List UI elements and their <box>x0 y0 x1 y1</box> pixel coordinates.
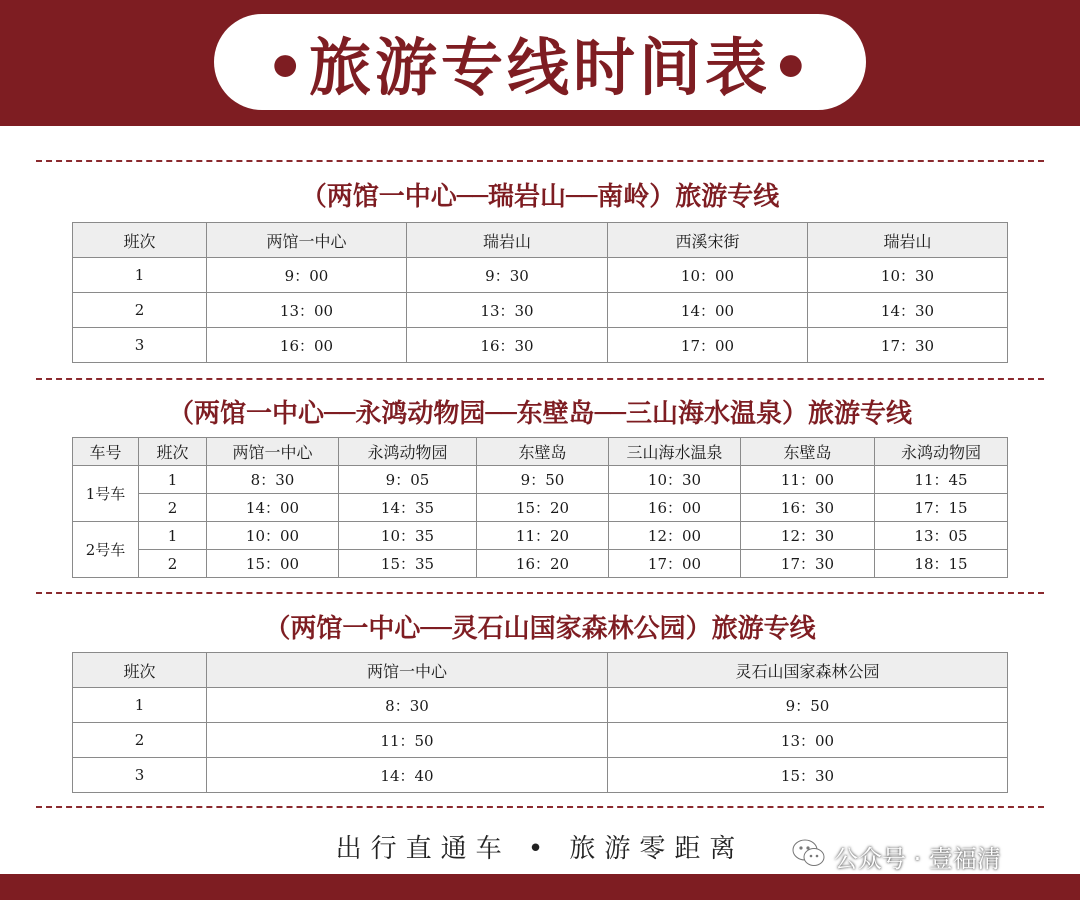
time-cell: 17：30 <box>741 550 875 578</box>
time-cell: 8：30 <box>207 466 339 494</box>
time-cell: 11：20 <box>477 522 609 550</box>
time-cell: 14：00 <box>207 494 339 522</box>
divider <box>36 592 1044 594</box>
time-cell: 16：00 <box>207 328 407 363</box>
time-cell: 8：30 <box>207 688 608 723</box>
header-cell: 瑞岩山 <box>407 223 608 258</box>
schedule-table-3 <box>72 652 1008 793</box>
table-row <box>73 466 1008 494</box>
table-row <box>73 723 1008 758</box>
time-cell: 16：20 <box>477 550 609 578</box>
section-title-1: （两馆一中心──瑞岩山──南岭）旅游专线 <box>300 182 780 212</box>
time-cell: 17：30 <box>808 328 1008 363</box>
trip-number: 2 <box>73 293 207 328</box>
footer-slogan: 出行直通车 • 旅游零距离 <box>335 834 745 864</box>
trip-number: 3 <box>73 758 207 793</box>
trip-number: 2 <box>139 494 207 522</box>
time-cell: 9：00 <box>207 258 407 293</box>
time-cell: 13：00 <box>608 723 1008 758</box>
table-row <box>73 293 1008 328</box>
time-cell: 16：30 <box>407 328 608 363</box>
time-cell: 18：15 <box>875 550 1008 578</box>
trip-number: 2 <box>139 550 207 578</box>
divider <box>36 806 1044 808</box>
table-row <box>73 522 1008 550</box>
time-cell: 15：20 <box>477 494 609 522</box>
time-cell: 14：30 <box>808 293 1008 328</box>
header-cell: 西溪宋街 <box>608 223 808 258</box>
time-cell: 13：05 <box>875 522 1008 550</box>
table-row <box>73 258 1008 293</box>
trip-number: 3 <box>73 328 207 363</box>
table-row <box>73 688 1008 723</box>
header-cell: 两馆一中心 <box>207 223 407 258</box>
time-cell: 17：15 <box>875 494 1008 522</box>
time-cell: 15：30 <box>608 758 1008 793</box>
footer-band <box>0 874 1080 900</box>
time-cell: 11：50 <box>207 723 608 758</box>
section-title-2: （两馆一中心──永鸿动物园──东壁岛──三山海水温泉）旅游专线 <box>168 399 912 429</box>
divider <box>36 378 1044 380</box>
time-cell: 13：00 <box>207 293 407 328</box>
table-row <box>73 550 1008 578</box>
header-cell: 东壁岛 <box>741 438 875 466</box>
header-cell: 灵石山国家森林公园 <box>608 653 1008 688</box>
section-title-3: （两馆一中心──灵石山国家森林公园）旅游专线 <box>264 614 816 644</box>
time-cell: 9：50 <box>608 688 1008 723</box>
header-cell: 东壁岛 <box>477 438 609 466</box>
vehicle-label: 2号车 <box>73 522 139 578</box>
time-cell: 14：40 <box>207 758 608 793</box>
time-cell: 16：30 <box>741 494 875 522</box>
time-cell: 13：30 <box>407 293 608 328</box>
time-cell: 10：35 <box>339 522 477 550</box>
trip-number: 1 <box>139 466 207 494</box>
schedule-table-2 <box>72 437 1008 578</box>
time-cell: 10：30 <box>609 466 741 494</box>
time-cell: 10：00 <box>207 522 339 550</box>
header-cell: 车号 <box>73 438 139 466</box>
vehicle-label: 1号车 <box>73 466 139 522</box>
time-cell: 10：00 <box>608 258 808 293</box>
time-cell: 17：00 <box>609 550 741 578</box>
time-cell: 9：30 <box>407 258 608 293</box>
header-cell: 班次 <box>139 438 207 466</box>
time-cell: 15：00 <box>207 550 339 578</box>
trip-number: 2 <box>73 723 207 758</box>
header-cell: 两馆一中心 <box>207 653 608 688</box>
trip-number: 1 <box>73 258 207 293</box>
schedule-table-1 <box>72 222 1008 363</box>
table-row <box>73 494 1008 522</box>
table-header-row <box>73 653 1008 688</box>
table-header-row <box>73 438 1008 466</box>
header-cell: 永鸿动物园 <box>339 438 477 466</box>
header-cell: 班次 <box>73 223 207 258</box>
time-cell: 12：30 <box>741 522 875 550</box>
wechat-icon <box>792 838 826 874</box>
time-cell: 11：45 <box>875 466 1008 494</box>
time-cell: 11：00 <box>741 466 875 494</box>
table-row <box>73 328 1008 363</box>
trip-number: 1 <box>139 522 207 550</box>
time-cell: 10：30 <box>808 258 1008 293</box>
time-cell: 14：35 <box>339 494 477 522</box>
header-cell: 两馆一中心 <box>207 438 339 466</box>
header-cell: 永鸿动物园 <box>875 438 1008 466</box>
watermark <box>792 838 1001 874</box>
header-band <box>0 0 1080 126</box>
trip-number: 1 <box>73 688 207 723</box>
divider <box>36 160 1044 162</box>
table-header-row <box>73 223 1008 258</box>
time-cell: 12：00 <box>609 522 741 550</box>
title-pill <box>214 14 866 110</box>
table-row <box>73 758 1008 793</box>
header-cell: 瑞岩山 <box>808 223 1008 258</box>
time-cell: 14：00 <box>608 293 808 328</box>
page-title: •旅游专线时间表• <box>265 30 815 104</box>
watermark-text: 公众号 · 壹福清 <box>834 844 1001 873</box>
time-cell: 17：00 <box>608 328 808 363</box>
time-cell: 9：05 <box>339 466 477 494</box>
time-cell: 9：50 <box>477 466 609 494</box>
time-cell: 15：35 <box>339 550 477 578</box>
header-cell: 班次 <box>73 653 207 688</box>
time-cell: 16：00 <box>609 494 741 522</box>
header-cell: 三山海水温泉 <box>609 438 741 466</box>
